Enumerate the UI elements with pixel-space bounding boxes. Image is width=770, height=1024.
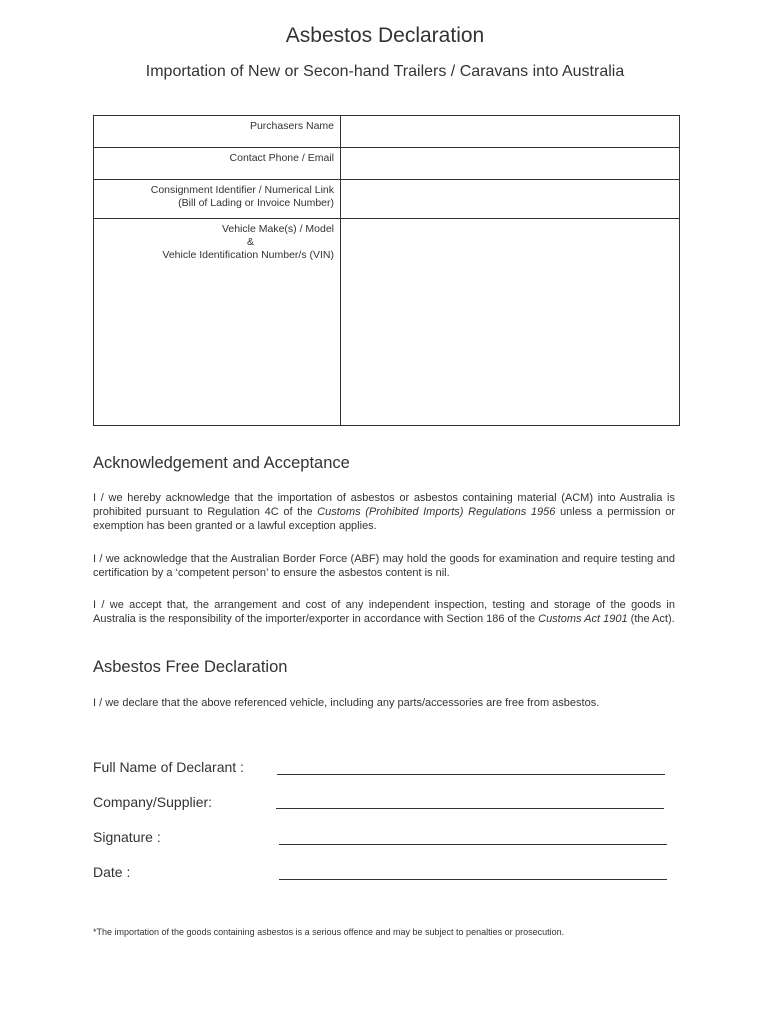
asbestos-free-paragraph: I / we declare that the above referenced vehicle, including any parts/accessories are free from asbestos. <box>93 697 600 709</box>
contact-label: Contact Phone / Email <box>94 148 341 180</box>
ack-p3-text-b: (the Act). <box>627 613 675 625</box>
full-name-line[interactable] <box>277 774 665 775</box>
vehicle-field[interactable] <box>341 219 680 426</box>
asbestos-free-heading: Asbestos Free Declaration <box>93 658 288 676</box>
acknowledgement-paragraph-2: I / we acknowledge that the Australian Border Force (ABF) may hold the goods for examination and require testing and certification by a ‘competent person’ to ensure the asbestos content is nil. <box>93 553 675 579</box>
purchaser-details-table <box>93 115 680 426</box>
company-label: Company/Supplier: <box>93 794 213 810</box>
ack-p3-italic: Customs Act 1901 <box>538 613 628 625</box>
ack-p1-italic: Customs (Prohibited Imports) Regulations 1956 <box>317 506 556 518</box>
full-name-label: Full Name of Declarant : <box>93 759 244 775</box>
consignment-label <box>94 180 341 219</box>
vehicle-label <box>94 219 341 426</box>
purchaser-name-label: Purchasers Name <box>94 116 341 148</box>
acknowledgement-paragraph-1 <box>93 491 675 533</box>
signature-line[interactable] <box>279 844 667 845</box>
contact-field[interactable] <box>341 148 680 180</box>
ack-p1-text-b: unless a permission or exemption has been granted or a lawful exception applies. <box>93 506 675 532</box>
consignment-label-line-2: (Bill of Lading or Invoice Number) <box>178 197 334 209</box>
page-subtitle: Importation of New or Secon-hand Trailers / Caravans into Australia <box>145 63 625 80</box>
vehicle-label-line-1: Vehicle Make(s) / Model <box>221 223 334 235</box>
page-title: Asbestos Declaration <box>285 24 485 47</box>
ack-p1-text-a: I / we hereby acknowledge that the importation of asbestos or asbestos containing material (ACM) into Australia is prohibited pursuant to Regulation 4C of the <box>93 492 675 518</box>
vehicle-label-line-2: & <box>246 236 254 248</box>
footnote: *The importation of the goods containing asbestos is a serious offence and may be subject to penalties or prosecution. <box>93 927 565 937</box>
table-row <box>94 219 680 426</box>
company-line[interactable] <box>276 808 664 809</box>
date-label: Date : <box>93 864 131 880</box>
table-row <box>94 180 680 219</box>
purchaser-name-field[interactable] <box>341 116 680 148</box>
consignment-label-line-1: Consignment Identifier / Numerical Link <box>150 184 334 196</box>
acknowledgement-paragraph-3 <box>93 598 675 626</box>
consignment-field[interactable] <box>341 180 680 219</box>
acknowledgement-heading: Acknowledgement and Acceptance <box>93 454 350 472</box>
ack-p3-text-a: I / we accept that, the arrangement and cost of any independent inspection, testing and storage of the goods in Australia is the responsibility of the importer/exporter in accordance with Section 186 of the <box>93 599 675 625</box>
signature-label: Signature : <box>93 829 161 845</box>
table-row <box>94 116 680 148</box>
date-line[interactable] <box>279 879 667 880</box>
vehicle-label-line-3: Vehicle Identification Number/s (VIN) <box>162 249 334 261</box>
table-row <box>94 148 680 180</box>
